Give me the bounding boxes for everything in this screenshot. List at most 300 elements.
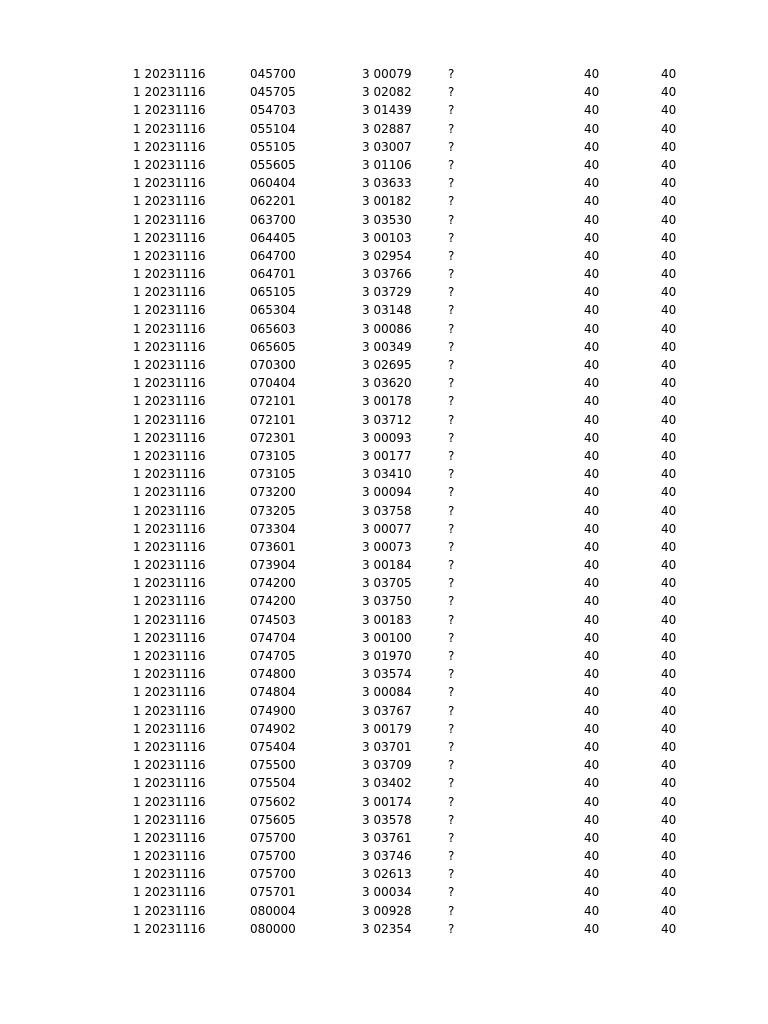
- table-cell: 40: [661, 921, 677, 936]
- table-cell: 3 01439: [362, 103, 412, 118]
- table-cell: ?: [448, 521, 455, 536]
- table-cell: 1 20231116: [133, 903, 206, 918]
- table-cell: ?: [448, 703, 455, 718]
- table-row: [0, 411, 768, 429]
- table-cell: 3 02354: [362, 921, 412, 936]
- table-cell: 40: [584, 812, 600, 827]
- table-row: [0, 156, 768, 174]
- table-cell: 1 20231116: [133, 667, 206, 682]
- table-cell: 074200: [250, 576, 296, 591]
- table-row: [0, 738, 768, 756]
- table-cell: 070300: [250, 358, 296, 372]
- table-cell: 40: [661, 267, 677, 282]
- table-cell: 073601: [250, 539, 296, 554]
- table-cell: 3 03705: [362, 576, 412, 591]
- table-cell: 40: [584, 139, 600, 154]
- table-cell: 40: [661, 248, 677, 263]
- table-cell: 40: [584, 867, 600, 882]
- table-cell: 075504: [250, 776, 296, 791]
- table-cell: 40: [661, 176, 677, 191]
- table-cell: 075602: [250, 794, 296, 809]
- table-cell: 054703: [250, 103, 296, 118]
- table-row: [0, 138, 768, 156]
- table-cell: 40: [661, 703, 677, 718]
- table-cell: 1 20231116: [133, 812, 206, 827]
- table-row: [0, 538, 768, 556]
- table-row: [0, 101, 768, 119]
- table-cell: ?: [448, 503, 455, 518]
- table-cell: 40: [584, 303, 600, 318]
- table-row: [0, 301, 768, 319]
- table-cell: 075700: [250, 849, 296, 864]
- table-cell: 40: [584, 248, 600, 263]
- table-cell: 3 00182: [362, 194, 412, 209]
- table-cell: ?: [448, 467, 455, 482]
- table-cell: 1 20231116: [133, 485, 206, 500]
- table-cell: 40: [584, 194, 600, 209]
- table-row: [0, 192, 768, 210]
- table-cell: 074804: [250, 685, 296, 700]
- table-cell: ?: [448, 430, 455, 445]
- table-cell: 40: [661, 739, 677, 754]
- table-cell: 1 20231116: [133, 594, 206, 609]
- table-cell: 3 00178: [362, 394, 412, 409]
- table-row: [0, 556, 768, 574]
- table-cell: 1 20231116: [133, 412, 206, 427]
- table-cell: 1 20231116: [133, 339, 206, 354]
- table-row: [0, 829, 768, 847]
- table-cell: 40: [661, 103, 677, 118]
- table-cell: 065105: [250, 285, 296, 300]
- table-cell: 073904: [250, 558, 296, 573]
- table-row: [0, 665, 768, 683]
- table-row: [0, 520, 768, 538]
- table-cell: 1 20231116: [133, 267, 206, 282]
- table-cell: 1 20231116: [133, 721, 206, 736]
- table-cell: 40: [584, 467, 600, 482]
- table-cell: 40: [584, 849, 600, 864]
- table-cell: 062201: [250, 194, 296, 209]
- table-cell: 065605: [250, 339, 296, 354]
- table-cell: 070404: [250, 376, 296, 391]
- table-cell: 055105: [250, 139, 296, 154]
- table-row: [0, 447, 768, 465]
- table-cell: ?: [448, 830, 455, 845]
- table-cell: 40: [584, 321, 600, 336]
- table-cell: 40: [584, 685, 600, 700]
- table-cell: 065603: [250, 321, 296, 336]
- table-cell: ?: [448, 794, 455, 809]
- table-cell: 40: [661, 776, 677, 791]
- table-cell: 080000: [250, 921, 296, 936]
- table-cell: 40: [661, 430, 677, 445]
- table-cell: 40: [584, 339, 600, 354]
- table-cell: 1 20231116: [133, 103, 206, 118]
- table-cell: 1 20231116: [133, 521, 206, 536]
- table-cell: ?: [448, 376, 455, 391]
- table-cell: 3 00100: [362, 630, 412, 645]
- table-cell: ?: [448, 739, 455, 754]
- table-cell: 1 20231116: [133, 612, 206, 627]
- table-row: [0, 320, 768, 338]
- table-row: [0, 465, 768, 483]
- table-cell: 3 03530: [362, 212, 412, 227]
- table-cell: 40: [661, 849, 677, 864]
- table-cell: 40: [584, 521, 600, 536]
- table-cell: 40: [661, 685, 677, 700]
- table-row: [0, 683, 768, 701]
- table-cell: 40: [661, 649, 677, 663]
- table-cell: 3 03709: [362, 758, 412, 773]
- table-cell: ?: [448, 176, 455, 191]
- table-cell: ?: [448, 412, 455, 427]
- table-cell: ?: [448, 594, 455, 609]
- table-cell: 3 03750: [362, 594, 412, 609]
- table-cell: 40: [584, 539, 600, 554]
- table-cell: 072101: [250, 394, 296, 409]
- table-row: [0, 592, 768, 610]
- table-cell: 073105: [250, 448, 296, 463]
- table-cell: 3 00928: [362, 903, 412, 918]
- table-cell: 3 00179: [362, 721, 412, 736]
- table-cell: 40: [584, 412, 600, 427]
- table-cell: 1 20231116: [133, 358, 206, 372]
- table-cell: 3 03766: [362, 267, 412, 282]
- table-cell: ?: [448, 157, 455, 172]
- table-row: [0, 883, 768, 901]
- table-cell: 40: [584, 267, 600, 282]
- table-cell: 40: [661, 321, 677, 336]
- table-cell: 40: [584, 903, 600, 918]
- table-cell: 1 20231116: [133, 576, 206, 591]
- table-cell: 40: [661, 285, 677, 300]
- table-cell: 060404: [250, 176, 296, 191]
- table-cell: 40: [584, 485, 600, 500]
- table-cell: 3 02887: [362, 121, 412, 136]
- table-cell: 1 20231116: [133, 630, 206, 645]
- table-row: [0, 647, 768, 665]
- table-cell: 3 00086: [362, 321, 412, 336]
- table-cell: 40: [661, 339, 677, 354]
- table-cell: 40: [661, 867, 677, 882]
- table-cell: 40: [584, 358, 600, 372]
- table-cell: 1 20231116: [133, 121, 206, 136]
- table-cell: 40: [661, 667, 677, 682]
- table-cell: 3 02954: [362, 248, 412, 263]
- table-cell: ?: [448, 267, 455, 282]
- table-cell: 40: [661, 376, 677, 391]
- table-cell: 40: [584, 703, 600, 718]
- table-cell: 045700: [250, 67, 296, 81]
- table-row: [0, 502, 768, 520]
- table-cell: 40: [584, 667, 600, 682]
- table-cell: 40: [661, 212, 677, 227]
- table-cell: 075700: [250, 867, 296, 882]
- table-row: [0, 720, 768, 738]
- table-cell: 40: [661, 448, 677, 463]
- table-cell: 3 01106: [362, 157, 412, 172]
- table-cell: 40: [584, 885, 600, 900]
- table-cell: 1 20231116: [133, 248, 206, 263]
- table-cell: 40: [661, 467, 677, 482]
- table-row: [0, 811, 768, 829]
- table-cell: 064700: [250, 248, 296, 263]
- table-row: [0, 483, 768, 501]
- table-cell: 3 03633: [362, 176, 412, 191]
- table-cell: 40: [661, 903, 677, 918]
- table-cell: 073304: [250, 521, 296, 536]
- table-cell: 1 20231116: [133, 467, 206, 482]
- table-cell: 3 03746: [362, 849, 412, 864]
- table-cell: 1 20231116: [133, 176, 206, 191]
- table-cell: 40: [584, 376, 600, 391]
- table-cell: 3 02082: [362, 85, 412, 100]
- table-cell: ?: [448, 321, 455, 336]
- table-cell: 40: [661, 812, 677, 827]
- table-cell: 40: [661, 830, 677, 845]
- table-row: [0, 356, 768, 374]
- table-cell: 075404: [250, 739, 296, 754]
- table-row: [0, 574, 768, 592]
- table-cell: 3 03007: [362, 139, 412, 154]
- table-cell: 40: [661, 394, 677, 409]
- table-row: [0, 211, 768, 229]
- table-cell: ?: [448, 212, 455, 227]
- table-cell: 1 20231116: [133, 303, 206, 318]
- table-cell: 063700: [250, 212, 296, 227]
- table-cell: 40: [661, 121, 677, 136]
- table-cell: 40: [661, 503, 677, 518]
- table-cell: 074900: [250, 703, 296, 718]
- table-cell: 40: [661, 758, 677, 773]
- table-cell: 1 20231116: [133, 685, 206, 700]
- table-row: [0, 611, 768, 629]
- table-cell: 40: [661, 194, 677, 209]
- table-cell: 074704: [250, 630, 296, 645]
- table-row: [0, 229, 768, 247]
- table-cell: 3 00094: [362, 485, 412, 500]
- table-row: [0, 793, 768, 811]
- table-cell: ?: [448, 812, 455, 827]
- table-cell: 075700: [250, 830, 296, 845]
- table-row: [0, 120, 768, 138]
- table-cell: 074705: [250, 649, 296, 663]
- table-cell: 1 20231116: [133, 776, 206, 791]
- table-cell: 40: [584, 558, 600, 573]
- table-cell: ?: [448, 485, 455, 500]
- table-cell: 40: [661, 139, 677, 154]
- table-cell: 40: [584, 921, 600, 936]
- table-cell: 40: [661, 67, 677, 81]
- table-cell: 3 03761: [362, 830, 412, 845]
- table-cell: 073200: [250, 485, 296, 500]
- table-cell: ?: [448, 921, 455, 936]
- table-cell: 3 03758: [362, 503, 412, 518]
- table-cell: 3 00093: [362, 430, 412, 445]
- table-cell: 1 20231116: [133, 849, 206, 864]
- table-cell: 40: [661, 358, 677, 372]
- table-cell: 1 20231116: [133, 321, 206, 336]
- table-row: [0, 756, 768, 774]
- table-cell: 40: [661, 303, 677, 318]
- table-cell: 3 03712: [362, 412, 412, 427]
- table-row: [0, 374, 768, 392]
- table-cell: ?: [448, 612, 455, 627]
- table-cell: ?: [448, 121, 455, 136]
- table-cell: ?: [448, 230, 455, 245]
- table-row: [0, 338, 768, 356]
- table-cell: 3 00077: [362, 521, 412, 536]
- table-cell: 40: [661, 721, 677, 736]
- table-cell: 40: [661, 485, 677, 500]
- table-cell: 40: [661, 794, 677, 809]
- table-cell: ?: [448, 685, 455, 700]
- table-cell: 072101: [250, 412, 296, 427]
- table-cell: 40: [661, 157, 677, 172]
- table-row: [0, 902, 768, 920]
- table-cell: 40: [584, 121, 600, 136]
- table-cell: ?: [448, 849, 455, 864]
- table-cell: 40: [661, 594, 677, 609]
- table-cell: ?: [448, 667, 455, 682]
- table-cell: ?: [448, 394, 455, 409]
- table-cell: 3 00079: [362, 67, 412, 81]
- table-cell: ?: [448, 867, 455, 882]
- table-cell: 1 20231116: [133, 430, 206, 445]
- table-cell: 3 02613: [362, 867, 412, 882]
- table-cell: 3 03574: [362, 667, 412, 682]
- table-cell: 40: [584, 85, 600, 100]
- table-cell: 1 20231116: [133, 448, 206, 463]
- table-cell: ?: [448, 248, 455, 263]
- table-cell: 40: [584, 285, 600, 300]
- table-cell: ?: [448, 649, 455, 663]
- table-row: [0, 392, 768, 410]
- table-row: [0, 83, 768, 101]
- table-cell: 1 20231116: [133, 558, 206, 573]
- table-cell: ?: [448, 339, 455, 354]
- table-cell: 40: [584, 448, 600, 463]
- table-cell: 1 20231116: [133, 139, 206, 154]
- table-cell: 40: [584, 176, 600, 191]
- table-cell: 075605: [250, 812, 296, 827]
- table-cell: 1 20231116: [133, 867, 206, 882]
- table-cell: 40: [661, 539, 677, 554]
- table-cell: ?: [448, 67, 455, 81]
- table-cell: ?: [448, 558, 455, 573]
- table-cell: ?: [448, 776, 455, 791]
- table-cell: 1 20231116: [133, 67, 206, 81]
- table-cell: 045705: [250, 85, 296, 100]
- table-cell: 1 20231116: [133, 758, 206, 773]
- table-row: [0, 429, 768, 447]
- table-cell: ?: [448, 194, 455, 209]
- table-cell: ?: [448, 103, 455, 118]
- table-cell: 40: [584, 830, 600, 845]
- table-cell: 40: [661, 412, 677, 427]
- table-cell: 064701: [250, 267, 296, 282]
- table-cell: 1 20231116: [133, 85, 206, 100]
- table-row: [0, 847, 768, 865]
- table-cell: 40: [661, 85, 677, 100]
- table-cell: 080004: [250, 903, 296, 918]
- table-cell: ?: [448, 576, 455, 591]
- table-cell: 40: [584, 576, 600, 591]
- table-cell: 40: [584, 230, 600, 245]
- table-cell: ?: [448, 139, 455, 154]
- table-cell: 40: [661, 521, 677, 536]
- table-cell: 1 20231116: [133, 885, 206, 900]
- table-cell: 1 20231116: [133, 794, 206, 809]
- table-cell: 3 02695: [362, 358, 412, 372]
- table-cell: 40: [661, 576, 677, 591]
- table-cell: ?: [448, 903, 455, 918]
- table-cell: ?: [448, 630, 455, 645]
- table-cell: 064405: [250, 230, 296, 245]
- table-cell: 3 03729: [362, 285, 412, 300]
- table-cell: 075500: [250, 758, 296, 773]
- table-cell: 1 20231116: [133, 539, 206, 554]
- table-cell: 40: [584, 430, 600, 445]
- table-cell: 072301: [250, 430, 296, 445]
- table-cell: ?: [448, 285, 455, 300]
- table-row: [0, 174, 768, 192]
- table-cell: 1 20231116: [133, 376, 206, 391]
- table-cell: 40: [584, 157, 600, 172]
- table-cell: 3 03620: [362, 376, 412, 391]
- table-cell: 3 00174: [362, 794, 412, 809]
- table-cell: 40: [661, 885, 677, 900]
- table-cell: 055104: [250, 121, 296, 136]
- table-row: [0, 629, 768, 647]
- table-row: [0, 265, 768, 283]
- data-table: [0, 65, 768, 938]
- table-row: [0, 65, 768, 83]
- table-cell: 40: [584, 503, 600, 518]
- table-cell: 40: [584, 630, 600, 645]
- table-cell: ?: [448, 358, 455, 372]
- table-cell: ?: [448, 885, 455, 900]
- table-cell: 1 20231116: [133, 157, 206, 172]
- table-cell: 40: [584, 739, 600, 754]
- table-cell: 40: [584, 721, 600, 736]
- table-cell: 40: [584, 758, 600, 773]
- table-cell: 3 00034: [362, 885, 412, 900]
- table-cell: 40: [584, 594, 600, 609]
- table-cell: 074902: [250, 721, 296, 736]
- table-cell: ?: [448, 721, 455, 736]
- table-cell: 3 00177: [362, 448, 412, 463]
- table-cell: 40: [584, 776, 600, 791]
- table-cell: 1 20231116: [133, 394, 206, 409]
- table-cell: 073105: [250, 467, 296, 482]
- table-cell: 3 00103: [362, 230, 412, 245]
- table-cell: 074503: [250, 612, 296, 627]
- table-cell: 40: [661, 630, 677, 645]
- table-cell: 3 03767: [362, 703, 412, 718]
- table-cell: 1 20231116: [133, 285, 206, 300]
- table-cell: 40: [584, 67, 600, 81]
- table-cell: 075701: [250, 885, 296, 900]
- table-cell: 40: [661, 612, 677, 627]
- table-cell: 40: [661, 230, 677, 245]
- table-cell: 40: [584, 394, 600, 409]
- table-cell: 3 03410: [362, 467, 412, 482]
- table-cell: 1 20231116: [133, 921, 206, 936]
- table-cell: ?: [448, 448, 455, 463]
- table-cell: ?: [448, 758, 455, 773]
- table-cell: 3 03578: [362, 812, 412, 827]
